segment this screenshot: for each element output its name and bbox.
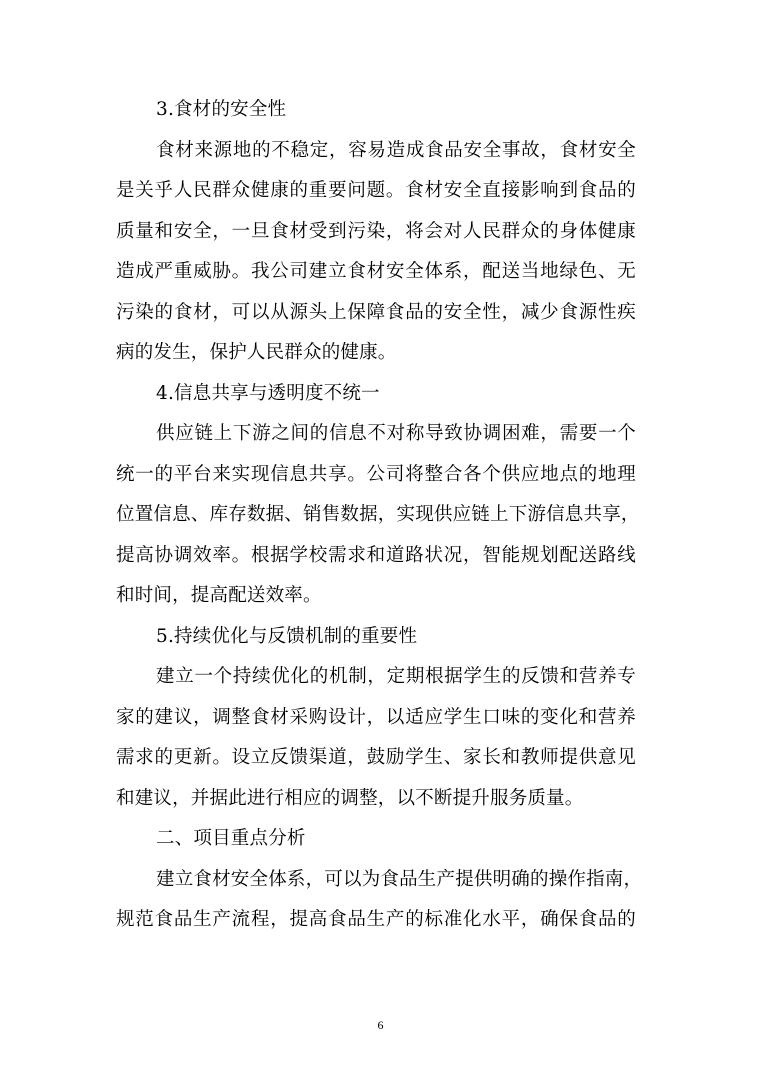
paragraph-line: 供应链上下游之间的信息不对称导致协调困难，需要一个 [156,423,636,444]
document-body [116,90,643,941]
paragraph-line: 污染的食材，可以从源头上保障食品的安全性，减少食源性疾 [116,301,636,323]
paragraph-line: 病的发生，保护人民群众的健康。 [116,342,397,363]
page-number: 6 [377,1018,384,1032]
section-heading-5: 5.持续优化与反馈机制的重要性 [156,625,418,647]
paragraph-line: 需求的更新。设立反馈渠道，鼓励学生、家长和教师提供意见 [116,747,636,768]
paragraph-line: 和时间，提高配送效率。 [116,585,322,606]
paragraph-line: 统一的平台来实现信息共享。公司将整合各个供应地点的地理 [116,463,636,485]
paragraph-line: 是关乎人民群众健康的重要问题。食材安全直接影响到食品的 [116,180,636,201]
paragraph-line: 提高协调效率。根据学校需求和道路状况，智能规划配送路线 [116,544,636,566]
paragraph-line: 造成严重威胁。我公司建立食材安全体系，配送当地绿色、无 [116,261,636,282]
paragraph-line: 规范食品生产流程，提高食品生产的标准化水平，确保食品的 [116,909,636,930]
section-heading-4: 4.信息共享与透明度不统一 [156,382,380,404]
paragraph-line: 建立食材安全体系，可以为食品生产提供明确的操作指南， [156,868,643,890]
chapter-heading: 二、项目重点分析 [156,828,306,849]
paragraph-line: 食材来源地的不稳定，容易造成食品安全事故，食材安全 [156,139,636,161]
paragraph-line: 位置信息、库存数据、销售数据，实现供应链上下游信息共享， [116,504,640,525]
section-heading-3: 3.食材的安全性 [156,99,287,120]
paragraph-line: 质量和安全，一旦食材受到污染，将会对人民群众的身体健康 [116,220,636,242]
paragraph-line: 家的建议，调整食材采购设计，以适应学生口味的变化和营养 [116,706,636,728]
paragraph-line: 和建议，并据此进行相应的调整，以不断提升服务质量。 [116,787,584,809]
paragraph-line: 建立一个持续优化的机制，定期根据学生的反馈和营养专 [156,666,636,687]
